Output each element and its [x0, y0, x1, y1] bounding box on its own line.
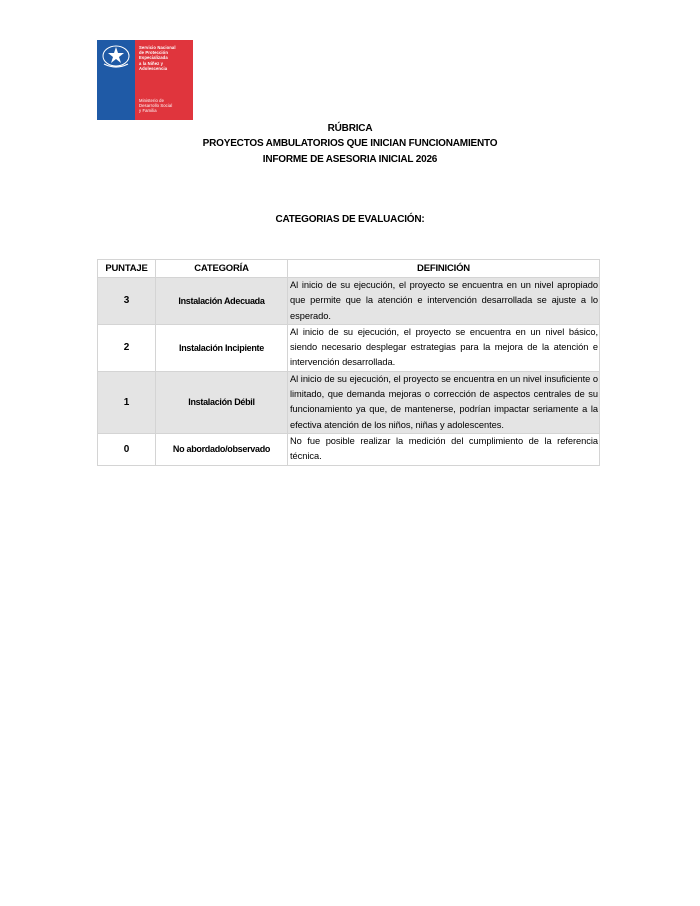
row-score: 3 [98, 278, 156, 325]
table-row [98, 278, 600, 325]
row-score: 0 [98, 433, 156, 465]
row-category: No abordado/observado [156, 433, 288, 465]
table-row [98, 433, 600, 465]
institution-logo [97, 40, 193, 120]
row-category: Instalación Adecuada [156, 278, 288, 325]
doc-title: RÚBRICA [327, 123, 373, 134]
header-puntaje: PUNTAJE [98, 260, 156, 278]
section-title: CATEGORIAS DE EVALUACIÓN: [275, 214, 425, 225]
row-definition: Al inicio de su ejecución, el proyecto se encuentra en un nivel insuficiente o limitado, que demanda mejoras o corrección de aspectos centrales de su funcionamiento ya que, de mantenerse, podrían impactar seriamente a la efectiva atención de los niños, niñas y adolescentes. [288, 371, 600, 433]
row-score: 2 [98, 324, 156, 371]
coat-of-arms-icon [101, 44, 131, 70]
header-categoria: CATEGORÍA [156, 260, 288, 278]
row-category: Instalación Incipiente [156, 324, 288, 371]
row-definition: Al inicio de su ejecución, el proyecto se encuentra en un nivel apropiado que permite que la atención e intervención desarrollada se ajuste a lo esperado. [288, 278, 600, 325]
table-row [98, 324, 600, 371]
table-header-row [98, 260, 600, 278]
logo-red-panel [135, 40, 193, 120]
doc-subtitle: PROYECTOS AMBULATORIOS QUE INICIAN FUNCIONAMIENTO [202, 138, 498, 149]
doc-report-name: INFORME DE ASESORIA INICIAL 2026 [262, 154, 438, 165]
table-row [98, 371, 600, 433]
row-definition: No fue posible realizar la medición del cumplimiento de la referencia técnica. [288, 433, 600, 465]
row-category: Instalación Débil [156, 371, 288, 433]
header-definicion: DEFINICIÓN [288, 260, 600, 278]
logo-blue-panel [97, 40, 135, 120]
row-definition: Al inicio de su ejecución, el proyecto se encuentra en un nivel básico, siendo necesario desplegar estrategias para la mejora de la atención e intervención desarrollada. [288, 324, 600, 371]
logo-ministry-name: Ministerio de Desarrollo Social y Familia [139, 98, 173, 114]
row-score: 1 [98, 371, 156, 433]
logo-org-name: Servicio Nacional de Protección Especializada a la Niñez y Adolescencia [139, 45, 176, 71]
rubric-table [97, 259, 600, 466]
